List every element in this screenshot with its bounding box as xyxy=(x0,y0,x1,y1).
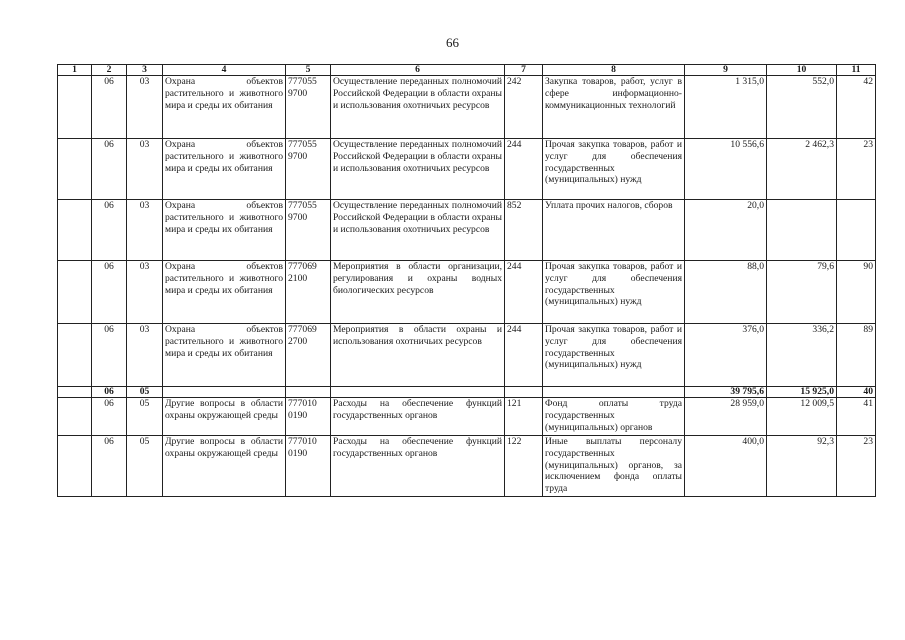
cell-target-code: 777010 0190 xyxy=(286,436,331,497)
cell-target-code: 777069 2100 xyxy=(286,261,331,324)
page-number: 66 xyxy=(446,35,459,50)
cell-target-name: Осуществление переданных полномочий Российской Федерации в области охраны и использования охотничьих ресурсов xyxy=(331,200,505,261)
cell-planned: 88,0 xyxy=(685,261,767,324)
cell-target-code: 777010 0190 xyxy=(286,398,331,436)
header-cell: 9 xyxy=(685,65,767,76)
cell-name: Другие вопросы в области охраны окружающей среды xyxy=(163,398,286,436)
cell-executed: 2 462,3 xyxy=(767,139,837,200)
table-row xyxy=(58,261,876,324)
cell-section: 06 xyxy=(92,398,127,436)
cell-target-name: Мероприятия в области охраны и использования охотничьих ресурсов xyxy=(331,324,505,387)
cell-target-name: Осуществление переданных полномочий Российской Федерации в области охраны и использования охотничьих ресурсов xyxy=(331,76,505,139)
cell-expense-type: 244 xyxy=(505,324,543,387)
cell-subsection: 05 xyxy=(127,398,163,436)
cell-executed: 15 925,0 xyxy=(767,387,837,398)
cell-section: 06 xyxy=(92,324,127,387)
cell-section: 06 xyxy=(92,200,127,261)
cell-expense-name: Прочая закупка товаров, работ и услуг для обеспечения государственных (муниципальных) нужд xyxy=(543,324,685,387)
cell-col1 xyxy=(58,139,92,200)
cell-col1 xyxy=(58,398,92,436)
cell-section: 06 xyxy=(92,387,127,398)
cell-percent: 40 xyxy=(837,387,876,398)
cell-section: 06 xyxy=(92,436,127,497)
header-cell: 2 xyxy=(92,65,127,76)
cell-name: Охрана объектов растительного и животного мира и среды их обитания xyxy=(163,200,286,261)
cell-name xyxy=(163,387,286,398)
cell-target-name: Осуществление переданных полномочий Российской Федерации в области охраны и использования охотничьих ресурсов xyxy=(331,139,505,200)
cell-col1 xyxy=(58,200,92,261)
cell-planned: 20,0 xyxy=(685,200,767,261)
cell-subsection: 05 xyxy=(127,387,163,398)
table-row xyxy=(58,436,876,497)
cell-executed: 336,2 xyxy=(767,324,837,387)
header-cell: 1 xyxy=(58,65,92,76)
header-cell: 4 xyxy=(163,65,286,76)
header-cell: 11 xyxy=(837,65,876,76)
cell-target-code: 777069 2700 xyxy=(286,324,331,387)
cell-executed xyxy=(767,200,837,261)
header-cell: 3 xyxy=(127,65,163,76)
cell-expense-name xyxy=(543,387,685,398)
cell-planned: 10 556,6 xyxy=(685,139,767,200)
table-row xyxy=(58,200,876,261)
cell-subsection: 05 xyxy=(127,436,163,497)
cell-subsection: 03 xyxy=(127,324,163,387)
cell-percent: 23 xyxy=(837,139,876,200)
cell-percent: 41 xyxy=(837,398,876,436)
cell-planned: 376,0 xyxy=(685,324,767,387)
cell-target-code: 777055 9700 xyxy=(286,200,331,261)
budget-table xyxy=(57,64,876,497)
cell-planned: 28 959,0 xyxy=(685,398,767,436)
cell-percent: 89 xyxy=(837,324,876,387)
cell-expense-name: Уплата прочих налогов, сборов xyxy=(543,200,685,261)
cell-executed: 12 009,5 xyxy=(767,398,837,436)
header-cell: 6 xyxy=(331,65,505,76)
cell-expense-type: 244 xyxy=(505,139,543,200)
cell-expense-name: Прочая закупка товаров, работ и услуг для обеспечения государственных (муниципальных) нужд xyxy=(543,261,685,324)
cell-expense-name: Иные выплаты персоналу государственных (муниципальных) органов, за исключением фонда оплаты труда xyxy=(543,436,685,497)
cell-target-name: Расходы на обеспечение функций государственных органов xyxy=(331,436,505,497)
cell-expense-name: Прочая закупка товаров, работ и услуг для обеспечения государственных (муниципальных) нужд xyxy=(543,139,685,200)
cell-executed: 92,3 xyxy=(767,436,837,497)
cell-col1 xyxy=(58,324,92,387)
cell-name: Другие вопросы в области охраны окружающей среды xyxy=(163,436,286,497)
cell-subsection: 03 xyxy=(127,76,163,139)
cell-target-name xyxy=(331,387,505,398)
cell-col1 xyxy=(58,76,92,139)
cell-col1 xyxy=(58,261,92,324)
cell-target-name: Мероприятия в области организации, регулирования и охраны водных биологических ресурсов xyxy=(331,261,505,324)
header-cell: 10 xyxy=(767,65,837,76)
cell-planned: 39 795,6 xyxy=(685,387,767,398)
subtotal-row xyxy=(58,387,876,398)
table-row xyxy=(58,324,876,387)
cell-col1 xyxy=(58,436,92,497)
cell-expense-type: 852 xyxy=(505,200,543,261)
cell-expense-type: 122 xyxy=(505,436,543,497)
cell-percent: 23 xyxy=(837,436,876,497)
table-row xyxy=(58,398,876,436)
cell-target-code: 777055 9700 xyxy=(286,76,331,139)
header-cell: 7 xyxy=(505,65,543,76)
header-cell: 8 xyxy=(543,65,685,76)
table-header xyxy=(58,65,876,76)
cell-planned: 1 315,0 xyxy=(685,76,767,139)
cell-expense-name: Фонд оплаты труда государственных (муниципальных) органов xyxy=(543,398,685,436)
cell-subsection: 03 xyxy=(127,261,163,324)
cell-executed: 552,0 xyxy=(767,76,837,139)
cell-target-name: Расходы на обеспечение функций государственных органов xyxy=(331,398,505,436)
cell-name: Охрана объектов растительного и животного мира и среды их обитания xyxy=(163,139,286,200)
cell-target-code: 777055 9700 xyxy=(286,139,331,200)
cell-section: 06 xyxy=(92,139,127,200)
cell-expense-type: 242 xyxy=(505,76,543,139)
cell-expense-type: 244 xyxy=(505,261,543,324)
cell-name: Охрана объектов растительного и животного мира и среды их обитания xyxy=(163,324,286,387)
cell-executed: 79,6 xyxy=(767,261,837,324)
cell-percent: 90 xyxy=(837,261,876,324)
cell-section: 06 xyxy=(92,261,127,324)
cell-name: Охрана объектов растительного и животного мира и среды их обитания xyxy=(163,76,286,139)
cell-expense-type: 121 xyxy=(505,398,543,436)
cell-name: Охрана объектов растительного и животного мира и среды их обитания xyxy=(163,261,286,324)
cell-planned: 400,0 xyxy=(685,436,767,497)
header-cell: 5 xyxy=(286,65,331,76)
table-row xyxy=(58,76,876,139)
cell-percent: 42 xyxy=(837,76,876,139)
cell-expense-name: Закупка товаров, работ, услуг в сфере информационно-коммуникационных технологий xyxy=(543,76,685,139)
cell-target-code xyxy=(286,387,331,398)
cell-percent xyxy=(837,200,876,261)
cell-subsection: 03 xyxy=(127,200,163,261)
cell-section: 06 xyxy=(92,76,127,139)
cell-subsection: 03 xyxy=(127,139,163,200)
cell-col1 xyxy=(58,387,92,398)
cell-expense-type xyxy=(505,387,543,398)
table-row xyxy=(58,139,876,200)
